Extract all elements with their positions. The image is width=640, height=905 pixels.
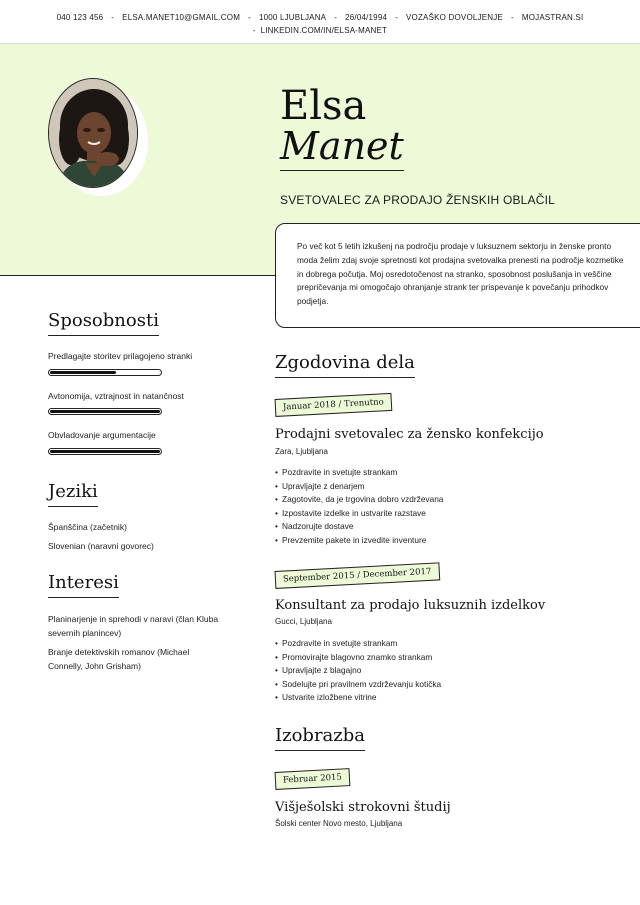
- skill-label: Obvladovanje argumentacije: [48, 430, 156, 440]
- skill-bar: [48, 369, 162, 376]
- hero-divider: [0, 275, 275, 276]
- job-company: Gucci, Ljubljana: [275, 617, 332, 626]
- skill-fill: [50, 371, 116, 374]
- contact-line-2: [0, 24, 640, 37]
- summary-text: Po več kot 5 letih izkušenj na področju prodaje v luksuznem sektorju in ženske pronto moda želim zdaj svoje spretnosti kot prodajna svetovalka prenesti na področje kozmetike in dobrega počutja. Moj osredotočenost na stranko, sposobnost poslušanja in veščine prepričevanja mi omogočajo ohranjanje strank ter prispevanje k povečanju prihodkov podjetja.: [297, 241, 624, 307]
- skill-label: Avtonomija, vztrajnost in natančnost: [48, 391, 184, 401]
- job-title-entry: Prodajni svetovalec za žensko konfekcijo: [275, 427, 544, 442]
- list-item: • Pozdravite in svetujte strankam: [275, 466, 443, 480]
- contact-separator: -: [510, 13, 514, 22]
- interests-title: Interesi: [48, 572, 119, 598]
- skill-fill: [50, 410, 160, 413]
- job-date-tag: September 2015 / December 2017: [275, 562, 440, 589]
- contact-phone: 040 123 456: [56, 13, 104, 22]
- first-name: Elsa: [280, 83, 367, 129]
- education-title: Izobrazba: [275, 725, 365, 751]
- skills-title: Sposobnosti: [48, 310, 159, 336]
- job-company: Zara, Ljubljana: [275, 447, 328, 456]
- education-date-tag: Februar 2015: [275, 768, 351, 790]
- list-item: • Upravljajte z blagajno: [275, 664, 441, 678]
- contact-separator: -: [395, 13, 399, 22]
- education-degree: Višješolski strokovni študij: [275, 800, 451, 815]
- profile-photo: [48, 78, 148, 196]
- list-item: • Prevzemite pakete in izvedite inventure: [275, 534, 443, 548]
- work-title: Zgodovina dela: [275, 352, 415, 378]
- contact-separator: -: [334, 13, 338, 22]
- job-title-entry: Konsultant za prodajo luksuznih izdelkov: [275, 598, 546, 613]
- list-item: • Ustvarite izložbene vitrine: [275, 691, 441, 705]
- job-date-tag: Januar 2018 / Trenutno: [275, 393, 393, 417]
- avatar: [48, 78, 138, 188]
- contact-address: 1000 LJUBLJANA: [258, 13, 327, 22]
- contact-separator: -: [252, 26, 256, 35]
- skill-bar: [48, 448, 162, 455]
- list-item: • Zagotovite, da je trgovina dobro vzdrževana: [275, 493, 443, 507]
- contact-linkedin[interactable]: LINKEDIN.COM/IN/ELSA-MANET: [260, 26, 388, 35]
- list-item: • Upravljajte z denarjem: [275, 480, 443, 494]
- contact-email[interactable]: ELSA.MANET10@GMAIL.COM: [122, 13, 241, 22]
- job-duties: [275, 637, 441, 705]
- list-item: • Sodelujte pri pravilnem vzdrževanju kotička: [275, 678, 441, 692]
- list-item: • Promovirajte blagovno znamko strankam: [275, 651, 441, 665]
- list-item: • Izpostavite izdelke in ustvarite razstave: [275, 507, 443, 521]
- languages-title: Jeziki: [48, 481, 98, 507]
- contact-birthdate: 26/04/1994: [345, 13, 388, 22]
- interest-item: Planinarjenje in sprehodi v naravi (član Kluba severnih planincev): [48, 614, 219, 638]
- job-title: SVETOVALEC ZA PRODAJO ŽENSKIH OBLAČIL: [280, 193, 556, 207]
- contact-bar: [0, 0, 640, 44]
- list-item: • Pozdravite in svetujte strankam: [275, 637, 441, 651]
- skill-fill: [50, 450, 160, 453]
- portrait-illustration: [49, 79, 138, 188]
- education-school: Šolski center Novo mesto, Ljubljana: [275, 819, 403, 828]
- list-item: • Nadzorujte dostave: [275, 520, 443, 534]
- interest-item: Branje detektivskih romanov (Michael Connelly, John Grisham): [48, 647, 190, 671]
- language-item: Slovenian (naravni govorec): [48, 541, 154, 551]
- job-duties: [275, 466, 443, 548]
- summary-box: [275, 223, 640, 328]
- contact-license: VOZAŠKO DOVOLJENJE: [406, 13, 503, 22]
- contact-website[interactable]: MOJASTRAN.SI: [521, 13, 584, 22]
- contact-separator: -: [248, 13, 251, 22]
- last-name: Manet: [280, 124, 404, 171]
- language-item: Španščina (začetnik): [48, 522, 127, 532]
- skill-label: Predlagajte storitev prilagojeno stranki: [48, 351, 193, 361]
- skill-bar: [48, 408, 162, 415]
- contact-separator: -: [111, 13, 115, 22]
